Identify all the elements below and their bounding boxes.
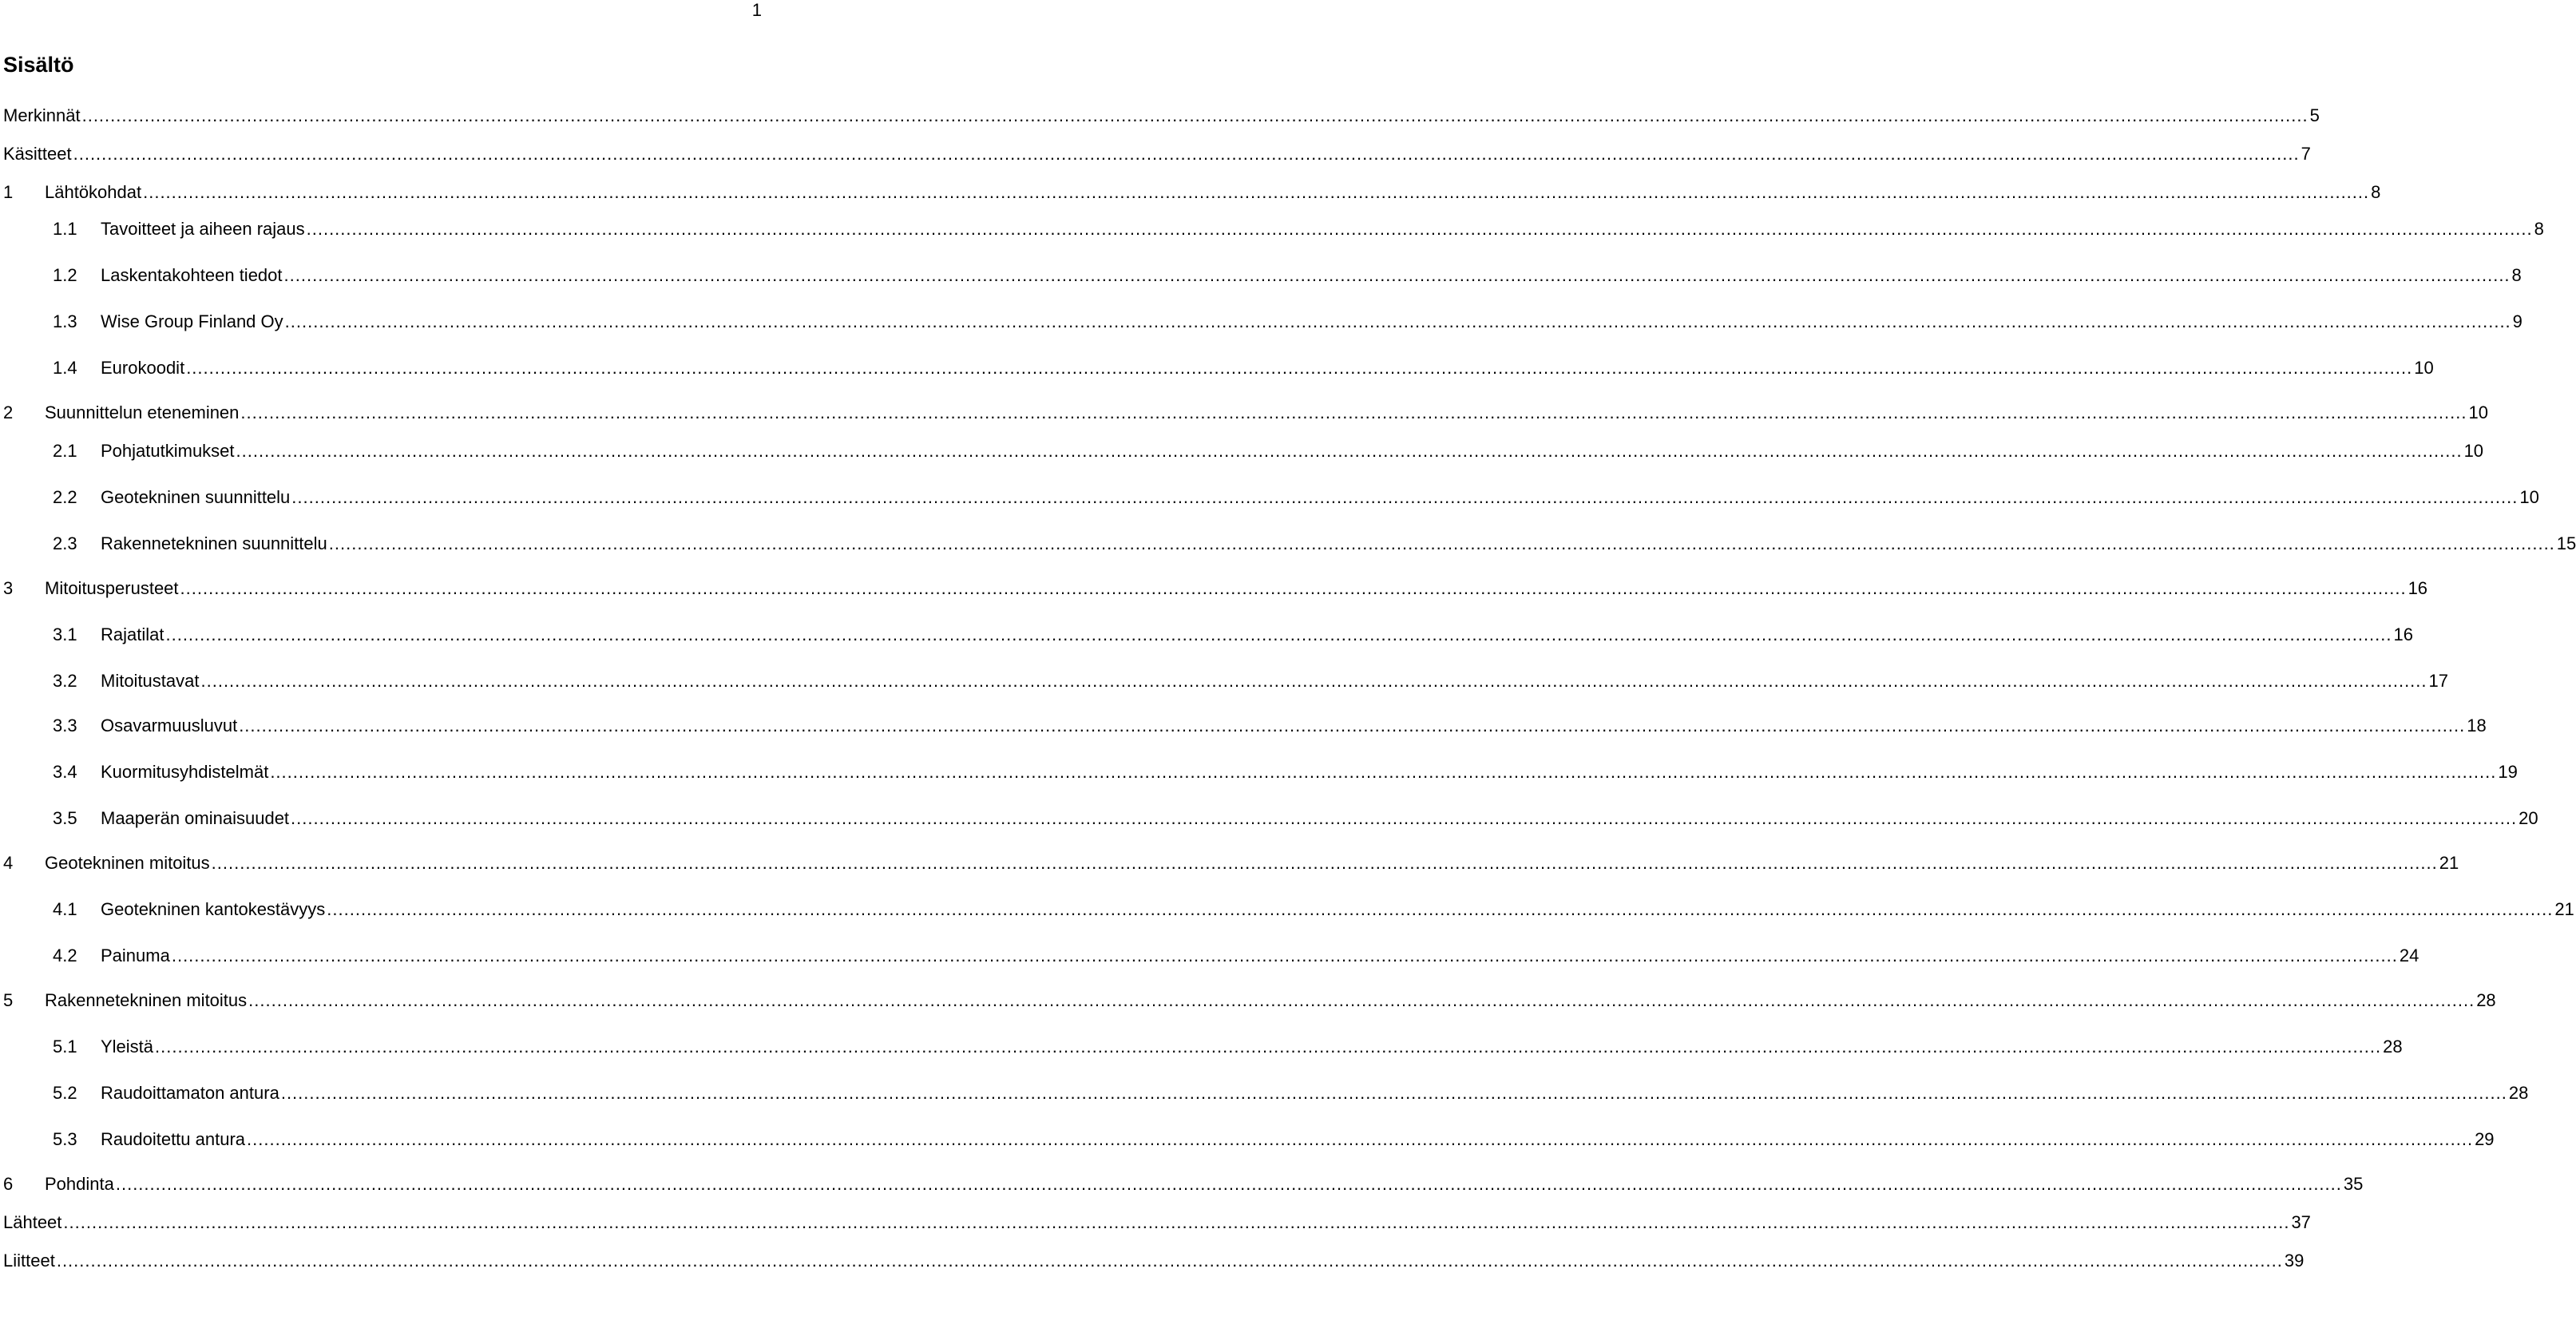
toc-entry-number: 5.2 xyxy=(53,1083,77,1103)
toc-entry-page: 35 xyxy=(2343,1174,2364,1194)
toc-dot-leader xyxy=(291,486,2518,509)
toc-entry[interactable] xyxy=(0,669,2449,693)
toc-entry-page: 8 xyxy=(2511,265,2522,285)
toc-entry[interactable] xyxy=(0,1172,2364,1196)
toc-entry-page: 7 xyxy=(2301,144,2311,164)
toc-entry[interactable] xyxy=(0,217,2544,241)
toc-entry-page: 19 xyxy=(2498,762,2518,782)
toc-entry-number: 2.3 xyxy=(53,533,77,553)
toc-entry-label: Lähteet xyxy=(3,1212,62,1232)
toc-dot-leader xyxy=(165,623,2392,647)
toc-dot-leader xyxy=(116,1172,2342,1196)
toc-entry-number: 3.1 xyxy=(53,624,77,644)
toc-dot-leader xyxy=(172,944,2398,968)
toc-entry-label: Mitoitustavat xyxy=(101,671,200,691)
toc-entry-number: 2.2 xyxy=(53,487,77,507)
toc-entry[interactable] xyxy=(0,1081,2529,1105)
toc-dot-leader xyxy=(247,1128,2473,1152)
toc-entry-label: Merkinnät xyxy=(3,105,81,125)
toc-dot-leader xyxy=(82,104,2308,128)
toc-dot-leader xyxy=(201,669,2427,693)
toc-entry-number: 1.1 xyxy=(53,219,77,239)
toc-dot-leader xyxy=(240,401,2467,425)
toc-dot-leader xyxy=(73,142,2300,166)
toc-entry-number: 3 xyxy=(3,578,14,598)
toc-entry-page: 28 xyxy=(2383,1037,2403,1057)
toc-entry-number: 4 xyxy=(3,853,14,873)
toc-entry-label: Rajatilat xyxy=(101,624,164,644)
toc-entry-number: 3.2 xyxy=(53,671,77,691)
toc-entry-label: Eurokoodit xyxy=(101,358,185,378)
toc-entry-number: 5.3 xyxy=(53,1129,77,1149)
toc-entry[interactable] xyxy=(0,486,2539,509)
toc-dot-leader xyxy=(329,532,2555,556)
toc-entry-page: 8 xyxy=(2534,219,2544,239)
toc-entry-number: 6 xyxy=(3,1174,14,1194)
toc-dot-leader xyxy=(155,1035,2381,1059)
toc-entry-page: 29 xyxy=(2475,1129,2495,1149)
toc-dot-leader xyxy=(270,760,2496,784)
toc-entry[interactable] xyxy=(0,851,2459,875)
toc-entry[interactable] xyxy=(0,898,2574,922)
toc-entry-number: 3.4 xyxy=(53,762,77,782)
toc-entry-page: 16 xyxy=(2408,578,2428,598)
toc-entry-page: 28 xyxy=(2508,1083,2529,1103)
toc-entry[interactable] xyxy=(0,142,2311,166)
toc-entry[interactable] xyxy=(0,532,2576,556)
toc-entry-label: Laskentakohteen tiedot xyxy=(101,265,283,285)
toc-entry[interactable] xyxy=(0,944,2419,968)
toc-entry[interactable] xyxy=(0,1211,2311,1235)
toc-dot-leader xyxy=(307,217,2533,241)
toc-entry-page: 16 xyxy=(2393,624,2413,644)
toc-entry-number: 2.1 xyxy=(53,441,77,461)
toc-dot-leader xyxy=(186,356,2412,380)
toc-entry[interactable] xyxy=(0,807,2538,831)
toc-entry-label: Suunnittelun eteneminen xyxy=(45,402,240,422)
toc-dot-leader xyxy=(236,439,2463,463)
toc-entry-number: 1 xyxy=(3,182,14,202)
toc-entry-label: Rakennetekninen suunnittelu xyxy=(101,533,327,553)
toc-entry-label: Painuma xyxy=(101,946,170,965)
toc-entry[interactable] xyxy=(0,1035,2403,1059)
toc-entry-page: 8 xyxy=(2371,182,2381,202)
toc-entry-page: 10 xyxy=(2519,487,2539,507)
toc-dot-leader xyxy=(239,714,2465,738)
toc-entry-label: Raudoittamaton antura xyxy=(101,1083,279,1103)
toc-entry-label: Wise Group Finland Oy xyxy=(101,311,283,331)
toc-entry[interactable] xyxy=(0,623,2413,647)
toc-entry-page: 10 xyxy=(2468,402,2488,422)
toc-dot-leader xyxy=(284,264,2511,287)
toc-dot-leader xyxy=(285,310,2511,334)
toc-entry[interactable] xyxy=(0,310,2522,334)
toc-entry[interactable] xyxy=(0,264,2522,287)
toc-entry-label: Kuormitusyhdistelmät xyxy=(101,762,269,782)
toc-entry-number: 4.1 xyxy=(53,899,77,919)
toc-entry-page: 24 xyxy=(2399,946,2419,965)
toc-dot-leader xyxy=(212,851,2438,875)
toc-entry[interactable] xyxy=(0,104,2320,128)
toc-entry[interactable] xyxy=(0,439,2484,463)
toc-dot-leader xyxy=(327,898,2553,922)
toc-entry[interactable] xyxy=(0,356,2434,380)
toc-entry-page: 21 xyxy=(2554,899,2574,919)
toc-entry-number: 5 xyxy=(3,990,14,1010)
toc-dot-leader xyxy=(57,1249,2283,1273)
toc-entry-number: 2 xyxy=(3,402,14,422)
toc-entry[interactable] xyxy=(0,1249,2305,1273)
toc-entry-label: Pohdinta xyxy=(45,1174,114,1194)
toc-entry-label: Maaperän ominaisuudet xyxy=(101,808,290,828)
toc-entry-label: Osavarmuusluvut xyxy=(101,716,238,735)
toc-entry[interactable] xyxy=(0,714,2487,738)
toc-entry-page: 37 xyxy=(2291,1212,2311,1232)
toc-dot-leader xyxy=(291,807,2517,831)
toc-entry-page: 15 xyxy=(2556,533,2576,553)
toc-dot-leader xyxy=(281,1081,2507,1105)
toc-entry-page: 28 xyxy=(2476,990,2496,1010)
toc-entry-page: 5 xyxy=(2309,105,2320,125)
toc-entry-number: 5.1 xyxy=(53,1037,77,1057)
toc-entry-number: 1.3 xyxy=(53,311,77,331)
toc-entry-page: 10 xyxy=(2463,441,2484,461)
toc-entry-label: Geotekninen kantokestävyys xyxy=(101,899,326,919)
toc-entry-page: 21 xyxy=(2439,853,2459,873)
toc-entry-label: Käsitteet xyxy=(3,144,72,164)
toc-entry-number: 3.3 xyxy=(53,716,77,735)
toc-entry[interactable] xyxy=(0,401,2488,425)
toc-entry[interactable] xyxy=(0,989,2496,1013)
toc-entry[interactable] xyxy=(0,1128,2495,1152)
toc-title: Sisältö xyxy=(3,53,74,77)
toc-dot-leader xyxy=(180,577,2407,601)
toc-entry-label: Rakennetekninen mitoitus xyxy=(45,990,248,1010)
toc-entry-page: 17 xyxy=(2428,671,2449,691)
toc-entry-page: 39 xyxy=(2284,1251,2305,1271)
toc-entry-label: Geotekninen suunnittelu xyxy=(101,487,291,507)
page-number: 1 xyxy=(751,0,762,20)
toc-entry-label: Raudoitettu antura xyxy=(101,1129,246,1149)
toc-entry[interactable] xyxy=(0,180,2381,204)
toc-entry-number: 3.5 xyxy=(53,808,77,828)
toc-entry-page: 10 xyxy=(2414,358,2434,378)
toc-entry[interactable] xyxy=(0,760,2518,784)
toc-entry-label: Geotekninen mitoitus xyxy=(45,853,210,873)
toc-entry-label: Tavoitteet ja aiheen rajaus xyxy=(101,219,305,239)
toc-dot-leader xyxy=(143,180,2369,204)
toc-dot-leader xyxy=(248,989,2475,1013)
toc-dot-leader xyxy=(63,1211,2289,1235)
toc-entry-label: Mitoitusperusteet xyxy=(45,578,179,598)
toc-entry-number: 4.2 xyxy=(53,946,77,965)
toc-entry-page: 20 xyxy=(2519,808,2538,828)
toc-entry-label: Lähtökohdat xyxy=(45,182,142,202)
toc-entry-label: Yleistä xyxy=(101,1037,154,1057)
toc-entry-number: 1.4 xyxy=(53,358,77,378)
toc-entry-label: Pohjatutkimukset xyxy=(101,441,235,461)
toc-entry-page: 9 xyxy=(2512,311,2522,331)
toc-entry-page: 18 xyxy=(2467,716,2487,735)
toc-entry-label: Liitteet xyxy=(3,1251,55,1271)
toc-entry[interactable] xyxy=(0,577,2428,601)
toc-entry-number: 1.2 xyxy=(53,265,77,285)
